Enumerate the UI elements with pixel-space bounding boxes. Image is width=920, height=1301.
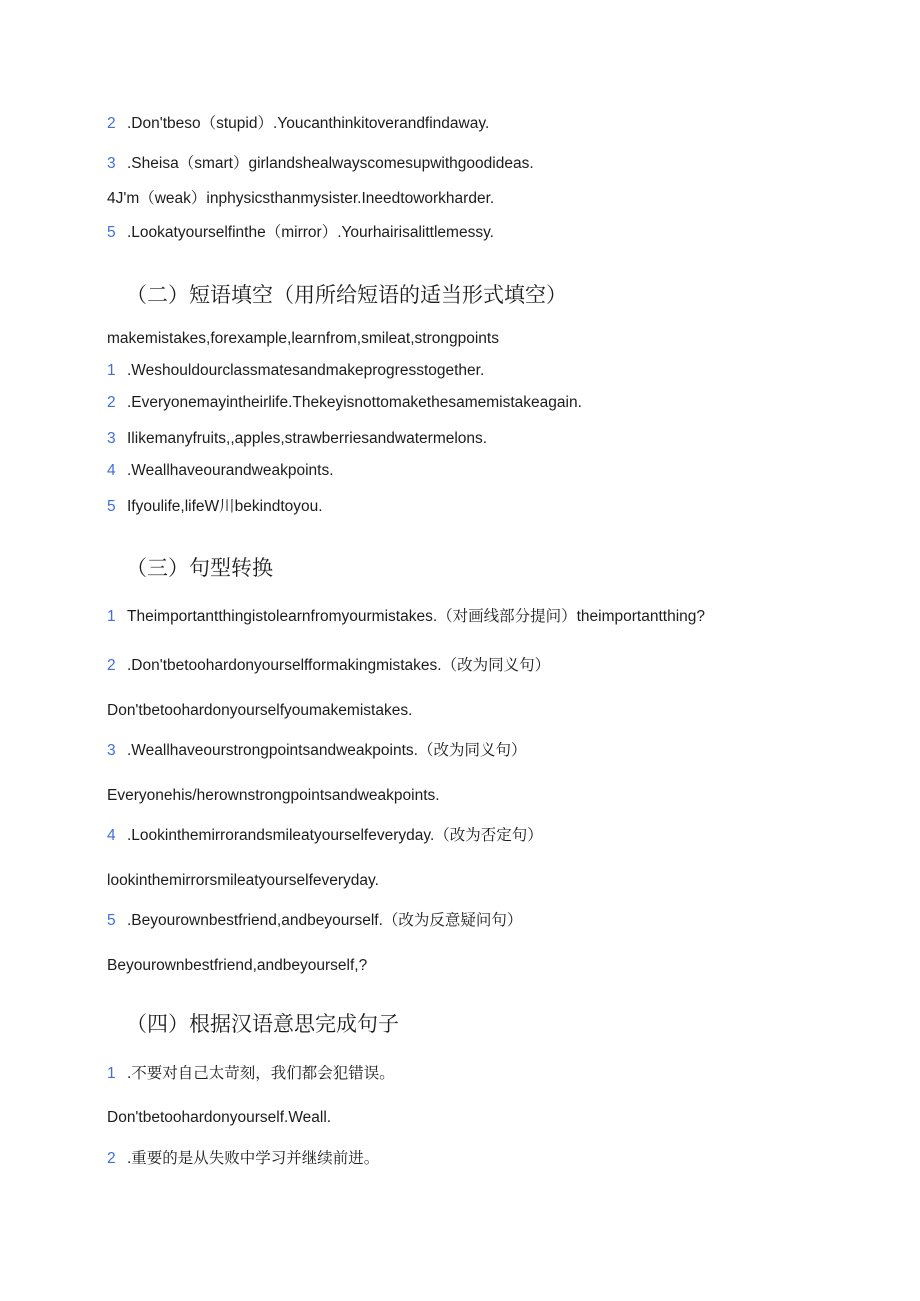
item-text: .重要的是从失败中学习并继续前进。 [127, 1150, 380, 1167]
section-heading-translation: （四）根据汉语意思完成句子 [126, 1013, 399, 1036]
item-number: 3 [107, 430, 116, 447]
item-number: 2 [107, 115, 116, 132]
exercise-answer-line-1: Don'tbetoohardonyourself.Weall. [107, 1109, 332, 1126]
exercise-item-4 [107, 189, 494, 209]
exercise-answer-line-2: Don'tbetoohardonyourselfyoumakemistakes. [107, 702, 413, 719]
item-text: 4J'm（weak）inphysicsthanmysister.Ineedtoworkharder. [107, 190, 495, 207]
item-text: .不要对自己太苛刻，我们都会犯错误。 [127, 1065, 395, 1082]
item-number: 5 [107, 224, 116, 241]
item-text: .Weallhaveourstrongpointsandweakpoints.（改为同义句） [127, 742, 527, 759]
exercise-item-2 [107, 393, 582, 413]
item-number: 1 [107, 1065, 116, 1082]
item-number: 2 [107, 1150, 116, 1167]
exercise-answer-line-5: Beyourownbestfriend,andbeyourself,? [107, 957, 368, 974]
item-text: .Beyourownbestfriend,andbeyourself.（改为反意疑问句） [127, 912, 523, 929]
item-text: .Sheisa（smart）girlandshealwayscomesupwithgoodideas. [127, 155, 534, 172]
item-text: .Weshouldourclassmatesandmakeprogresstogether. [127, 362, 485, 379]
exercise-item-5 [107, 223, 494, 243]
item-number: 3 [107, 742, 116, 759]
exercise-item-5 [107, 497, 323, 517]
section-heading-phrase-fill: （二）短语填空（用所给短语的适当形式填空） [126, 284, 567, 307]
exercise-item-1 [107, 361, 484, 381]
item-number: 2 [107, 657, 116, 674]
exercise-item-2 [107, 656, 550, 676]
exercise-item-3 [107, 154, 534, 174]
phrase-bank: makemistakes,forexample,learnfrom,smileat,strongpoints [107, 330, 499, 347]
item-text: .Everyonemayintheirlife.Thekeyisnottomakethesamemistakeagain. [127, 394, 582, 411]
exercise-answer-line-4: lookinthemirrorsmileatyourselfeveryday. [107, 872, 379, 889]
item-text: Theimportantthingistolearnfromyourmistakes.（对画线部分提问）theimportantthing? [127, 608, 706, 625]
exercise-item-4 [107, 826, 543, 846]
item-text: .Don'tbetoohardonyourselfformakingmistakes.（改为同义句） [127, 657, 551, 674]
item-number: 5 [107, 912, 116, 929]
item-number: 4 [107, 462, 116, 479]
item-number: 4 [107, 827, 116, 844]
item-number: 2 [107, 394, 116, 411]
exercise-item-3 [107, 741, 526, 761]
exercise-item-2 [107, 1149, 379, 1169]
section-heading-sentence-transform: （三）句型转换 [126, 557, 273, 580]
exercise-item-1 [107, 1064, 395, 1084]
exercise-item-2 [107, 114, 489, 134]
item-text: .Don'tbeso（stupid）.Youcanthinkitoverandfindaway. [127, 115, 490, 132]
exercise-item-1 [107, 607, 705, 627]
item-text: .Lookinthemirrorandsmileatyourselfeveryday.（改为否定句） [127, 827, 543, 844]
exercise-item-4 [107, 461, 334, 481]
item-number: 1 [107, 608, 116, 625]
item-text: .Weallhaveourandweakpoints. [127, 462, 334, 479]
item-number: 5 [107, 498, 116, 515]
item-number: 3 [107, 155, 116, 172]
exercise-item-5 [107, 911, 522, 931]
exercise-answer-line-3: Everyonehis/herownstrongpointsandweakpoints. [107, 787, 440, 804]
item-text: Ilikemanyfruits,,apples,strawberriesandwatermelons. [127, 430, 488, 447]
item-text: Ifyoulife,lifeW川bekindtoyou. [127, 498, 323, 515]
item-text: .Lookatyourselfinthe（mirror）.Yourhairisalittlemessy. [127, 224, 494, 241]
item-number: 1 [107, 362, 116, 379]
exercise-item-3 [107, 429, 487, 449]
